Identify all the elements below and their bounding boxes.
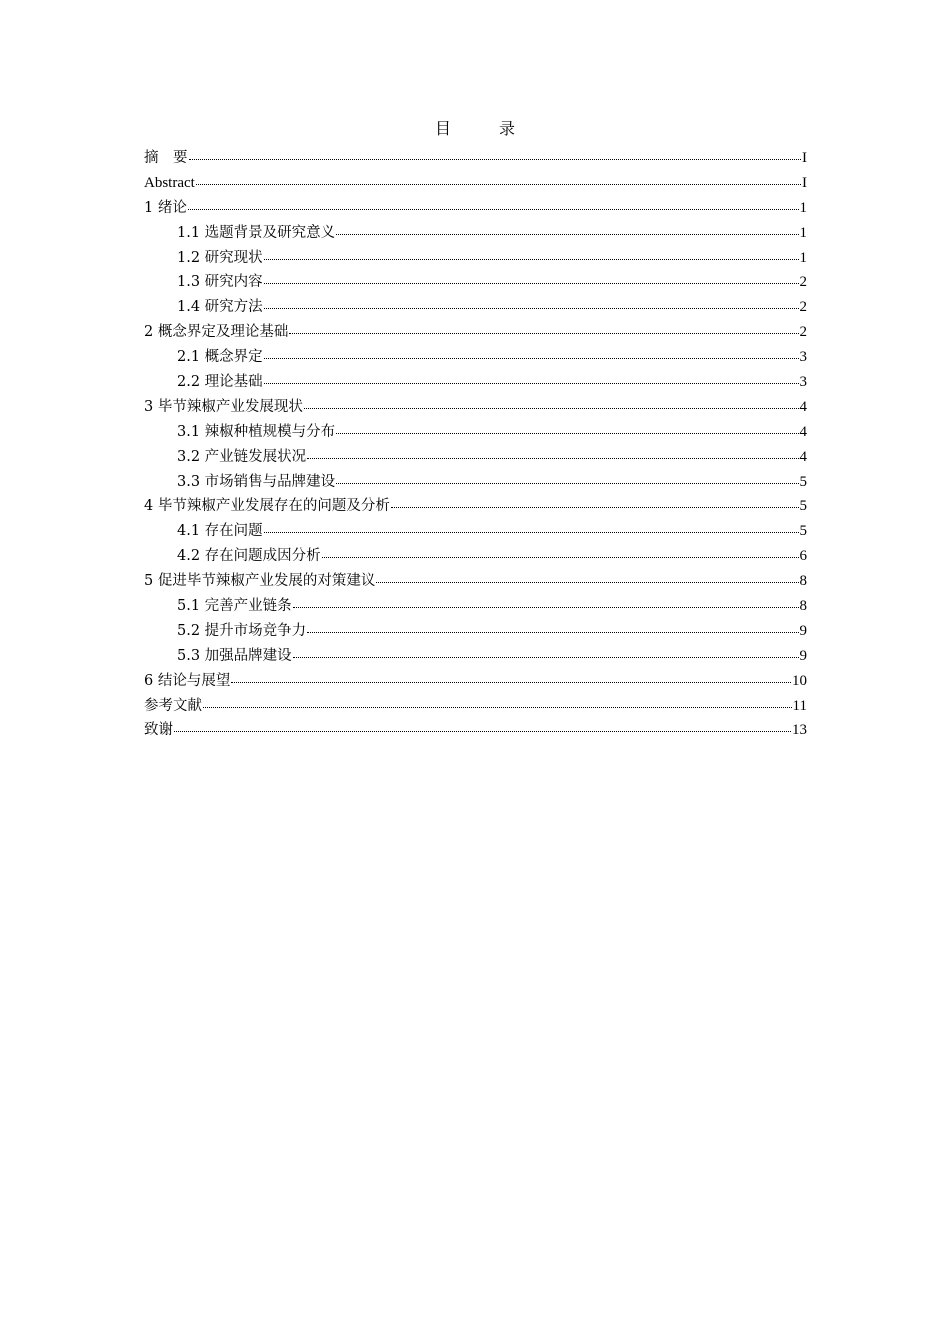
toc-entry[interactable] [144,695,807,720]
toc-entry[interactable] [144,471,807,496]
toc-entry[interactable] [144,321,807,346]
toc-entry-label: 参考文献 [144,697,202,714]
toc-entry[interactable] [144,197,807,222]
toc-page-number: 8 [799,573,807,590]
toc-entry-label: 1 绪论 [144,199,187,216]
toc-entry[interactable] [144,147,807,172]
toc-entry-label: 3.3 市场销售与品牌建设 [177,473,336,490]
toc-page-number: 5 [799,473,807,490]
toc-dot-leader [307,457,798,459]
toc-entry-label: 4.2 存在问题成因分析 [177,548,321,565]
toc-page-number: I [802,150,807,166]
toc-page-number: 1 [799,224,807,241]
table-of-contents [144,147,807,744]
toc-page-number: 4 [799,398,807,415]
toc-page-number: 9 [799,647,807,664]
toc-entry[interactable] [144,620,807,645]
toc-entry-label: 5 促进毕节辣椒产业发展的对策建议 [144,573,376,590]
toc-dot-leader [336,233,798,235]
toc-entry[interactable] [144,670,807,695]
toc-entry[interactable] [144,396,807,421]
toc-page-number: 1 [799,249,807,266]
toc-page-number: 4 [799,448,807,465]
toc-dot-leader [293,606,799,608]
toc-dot-leader [376,581,798,583]
toc-dot-leader [264,258,799,260]
toc-entry[interactable] [144,421,807,446]
toc-dot-leader [203,706,792,708]
toc-entry[interactable] [144,570,807,595]
toc-dot-leader [231,681,791,683]
toc-page-number: 8 [799,598,807,615]
toc-entry[interactable] [144,595,807,620]
toc-entry-label: 2.2 理论基础 [177,374,263,391]
toc-entry[interactable] [144,172,807,197]
toc-page-number: 3 [799,349,807,366]
toc-page-number: 13 [792,722,807,739]
toc-page-number: 10 [792,672,807,689]
toc-dot-leader [189,158,802,160]
toc-entry-label: 3.2 产业链发展状况 [177,448,307,465]
toc-entry-label: 1.2 研究现状 [177,249,263,266]
toc-dot-leader [264,357,799,359]
toc-entry-label: 1.1 选题背景及研究意义 [177,224,336,241]
toc-entry-label: 2 概念界定及理论基础 [144,324,289,341]
toc-entry-label: 5.3 加强品牌建设 [177,647,292,664]
toc-page-number: 2 [799,324,807,341]
toc-dot-leader [289,332,798,334]
toc-entry[interactable] [144,371,807,396]
toc-entry-label: 6 结论与展望 [144,672,231,689]
toc-entry-label: Abstract [144,174,195,191]
toc-entry[interactable] [144,719,807,744]
toc-dot-leader [196,183,801,185]
toc-entry-label: 2.1 概念界定 [177,349,263,366]
toc-entry-label: 3 毕节辣椒产业发展现状 [144,398,303,415]
toc-entry[interactable] [144,495,807,520]
toc-entry-label: 1.4 研究方法 [177,299,263,316]
toc-dot-leader [293,656,799,658]
toc-dot-leader [174,730,791,732]
toc-entry-label: 5.2 提升市场竞争力 [177,622,307,639]
toc-dot-leader [322,556,799,558]
toc-entry-label: 5.1 完善产业链条 [177,598,292,615]
toc-entry-label: 4 毕节辣椒产业发展存在的问题及分析 [144,498,390,515]
toc-page-number: 2 [799,274,807,291]
toc-entry[interactable] [144,545,807,570]
toc-dot-leader [307,631,798,633]
toc-dot-leader [391,506,799,508]
toc-entry-label: 摘 要 [144,150,188,166]
toc-dot-leader [264,307,799,309]
toc-entry[interactable] [144,645,807,670]
toc-entry-label: 3.1 辣椒种植规模与分布 [177,423,336,440]
toc-page-number: I [802,174,807,191]
toc-title: 目 录 [434,119,531,138]
toc-entry[interactable] [144,346,807,371]
toc-dot-leader [264,531,799,533]
toc-page-number: 5 [799,523,807,540]
toc-entry[interactable] [144,247,807,272]
toc-page-number: 2 [799,299,807,316]
toc-dot-leader [304,407,799,409]
toc-page-number: 1 [799,199,807,216]
toc-dot-leader [336,432,798,434]
toc-entry-label: 4.1 存在问题 [177,523,263,540]
toc-dot-leader [188,208,799,210]
toc-dot-leader [264,382,799,384]
toc-entry-label: 1.3 研究内容 [177,274,263,291]
toc-page-number: 3 [799,374,807,391]
toc-page-number: 9 [799,622,807,639]
toc-page-number: 11 [792,697,807,714]
toc-entry[interactable] [144,222,807,247]
toc-entry[interactable] [144,520,807,545]
toc-entry-label: 致谢 [144,722,173,739]
toc-page-number: 4 [799,423,807,440]
toc-entry[interactable] [144,271,807,296]
toc-entry[interactable] [144,296,807,321]
toc-page-number: 5 [799,498,807,515]
toc-dot-leader [264,282,799,284]
toc-page-number: 6 [799,548,807,565]
toc-entry[interactable] [144,446,807,471]
toc-dot-leader [336,482,798,484]
